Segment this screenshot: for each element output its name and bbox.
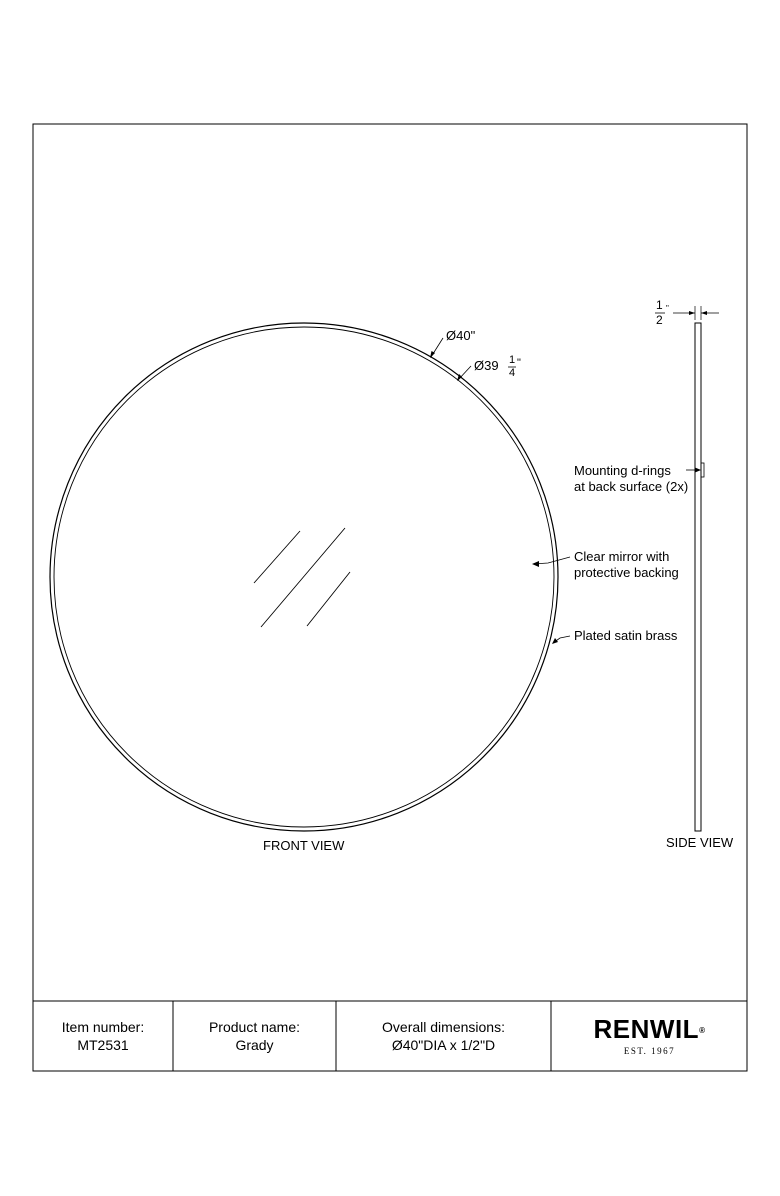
brand-logo <box>551 1001 748 1071</box>
mounting-callout-arrow <box>695 468 701 473</box>
mirror-callout-arrow <box>532 561 539 567</box>
inner-inch-mark: " <box>517 357 521 369</box>
frame-callout: Plated satin brass <box>574 628 678 643</box>
depth-fraction-denominator: 2 <box>656 313 663 327</box>
side-view-profile <box>695 323 701 831</box>
item-number-value: MT2531 <box>77 1037 129 1053</box>
product-name-value: Grady <box>235 1037 274 1053</box>
overall-dimensions-value: Ø40"DIA x 1/2"D <box>391 1037 496 1053</box>
frame-callout-arrow <box>552 638 558 644</box>
sheet-border <box>33 124 747 1071</box>
mirror-callout-line2: protective backing <box>574 565 679 580</box>
product-name-cell <box>173 1001 336 1071</box>
reflection-line-2 <box>261 528 345 627</box>
overall-dimensions-label: Overall dimensions: <box>382 1019 505 1035</box>
brand-registered-mark: ® <box>699 1026 706 1035</box>
front-view-title: FRONT VIEW <box>263 838 345 853</box>
overall-dimensions-cell <box>336 1001 551 1071</box>
mirror-callout-line1: Clear mirror with <box>574 549 670 564</box>
reflection-line-1 <box>254 531 300 583</box>
inner-diameter-label: Ø39 <box>474 358 499 373</box>
brand-wordmark <box>594 1016 706 1042</box>
depth-arrow-left <box>689 311 695 315</box>
product-name-label: Product name: <box>208 1019 301 1035</box>
item-number-cell <box>33 1001 173 1071</box>
item-number-label: Item number: <box>61 1019 145 1035</box>
side-view-title: SIDE VIEW <box>666 835 734 850</box>
inner-fraction-numerator: 1 <box>509 354 516 366</box>
brand-name: RENWIL <box>593 1014 700 1044</box>
inner-fraction-denominator: 4 <box>509 367 516 379</box>
depth-inch-mark: " <box>666 304 669 313</box>
mounting-callout-line2: at back surface (2x) <box>574 479 689 494</box>
brand-established: EST. 1967 <box>623 1046 676 1056</box>
depth-arrow-right <box>701 311 707 315</box>
reflection-line-3 <box>307 572 350 626</box>
mounting-callout-line1: Mounting d-rings <box>574 463 671 478</box>
depth-fraction-numerator: 1 <box>656 298 663 312</box>
outer-diameter-label: Ø40" <box>446 328 476 343</box>
